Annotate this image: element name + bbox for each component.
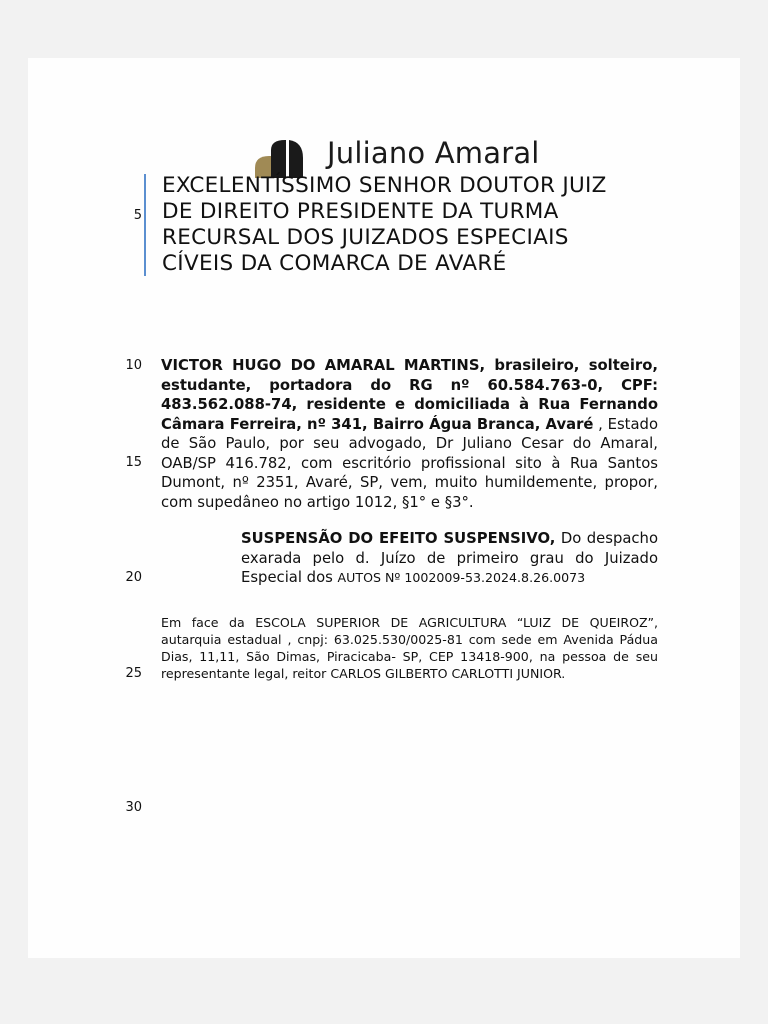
line-number: 10 (125, 358, 142, 373)
party-bold-text: VICTOR HUGO DO AMARAL MARTINS, brasileiro, solteiro, estudante, portadora do RG nº 60.584.763-0, CPF: 483.562.088-74, residente e domiciliada à Rua Fernando Câmara Ferreira, nº 341, Bairro Água Branca, Avaré (161, 357, 658, 433)
line-number: 15 (125, 455, 142, 470)
title-line: RECURSAL DOS JUIZADOS ESPECIAIS (162, 225, 569, 250)
title-line: EXCELENTÍSSIMO SENHOR DOUTOR JUIZ (162, 173, 607, 198)
line-number: 30 (125, 800, 142, 815)
title-line: CÍVEIS DA COMARCA DE AVARÉ (162, 251, 507, 276)
title-accent-bar (144, 174, 146, 276)
party-qualification-paragraph (161, 356, 658, 512)
action-normal-text: Do despacho exarada pelo d. Juízo de primeiro grau do Juizado Especial dos (241, 530, 658, 586)
title-line: DE DIREITO PRESIDENTE DA TURMA (162, 199, 559, 224)
case-number: AUTOS Nº 1002009-53.2024.8.26.0073 (337, 570, 586, 585)
action-paragraph (241, 529, 658, 588)
action-bold-text: SUSPENSÃO DO EFEITO SUSPENSIVO, (241, 530, 556, 547)
defendant-paragraph: Em face da ESCOLA SUPERIOR DE AGRICULTURA “LUIZ DE QUEIROZ”, autarquia estadual , cnpj: 63.025.530/0025-81 com sede em Avenida Pádua Dias, 11,11, São Dimas, Piracicaba- SP, CEP 13418-900, na pessoa de seu representante legal, reitor CARLOS GILBERTO CARLOTTI JUNIOR. (161, 615, 658, 681)
document-title (162, 173, 702, 277)
logo-text: Juliano Amaral (327, 136, 540, 170)
line-number: 25 (125, 666, 142, 681)
party-normal-text: , Estado de São Paulo, por seu advogado, Dr Juliano Cesar do Amaral, OAB/SP 416.782, com escritório profissional sito à Rua Santos Dumont, nº 2351, Avaré, SP, vem, muito humildemente, propor, com supedâneo no artigo 1012, §1° e §3°. (161, 415, 659, 511)
line-number: 5 (133, 208, 142, 223)
logo-mark-icon (255, 138, 309, 178)
line-number: 20 (125, 570, 142, 585)
